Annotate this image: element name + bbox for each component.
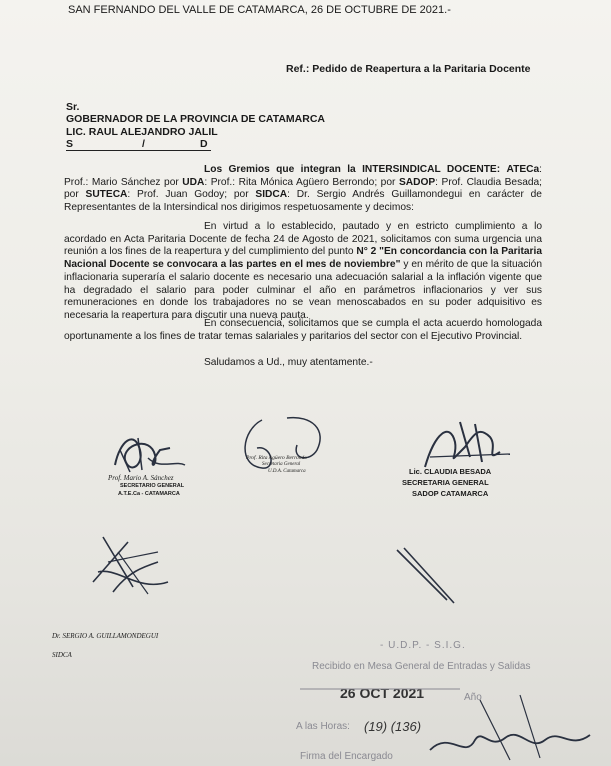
paragraph-consequence bbox=[64, 318, 542, 343]
paragraph-request bbox=[64, 221, 542, 323]
p2-b: N° 2 "En concordancia con la Paritaria Nacional Docente se convocara a las partes en el mes de noviembre" bbox=[64, 246, 542, 271]
p2-c: y en mérito de que la situación inflacionaria superaría el salario docente es necesario una adecuación salarial a la inflación vigente que ha degradado el salario para poder culminar el año en parámetros inflacionarios y ver sus remuneraciones en donde los trabajadores no se vean menoscabados en su poder adquisitivo es necesaria la reapertura para discutir una nueva pauta. bbox=[64, 259, 542, 321]
stamp-time-value: (19) (136) bbox=[364, 719, 422, 734]
p1-h: : Prof. Claudia Besada; por bbox=[64, 176, 543, 201]
stamp-entry: Recibido en Mesa General de Entradas y Salidas bbox=[312, 661, 531, 672]
sidca-name: Dr. SERGIO A. GUILLAMONDEGUI bbox=[52, 632, 159, 640]
p1-g: SADOP bbox=[398, 176, 436, 188]
uda-org: U.D.A. Catamarca bbox=[268, 469, 306, 474]
uda-role: Secretaria General bbox=[262, 462, 301, 467]
sd-d: D bbox=[200, 138, 208, 150]
signature-slash bbox=[392, 545, 462, 610]
reference-line: Ref.: Pedido de Reapertura a la Paritaria Docente bbox=[286, 63, 531, 75]
p1-j: : Prof. Juan Godoy; por bbox=[127, 189, 256, 201]
sd-slash: / bbox=[142, 138, 145, 150]
sadop-name: Lic. CLAUDIA BESADA bbox=[409, 466, 492, 476]
ateca-org: A.T.E.Ca - CATAMARCA bbox=[118, 490, 180, 497]
sd-underline bbox=[66, 150, 211, 151]
p2-a: En virtud a lo establecido, pautado y en estricto cumplimiento a lo acordado en Acta Paritaria Docente de fecha 24 de Agosto de 2021, solicitamos con suma urgencia una reunión a los fines de la reapertura y del cumplimiento del punto bbox=[64, 221, 542, 258]
signature-sidca bbox=[88, 532, 188, 602]
salutation: Sr. bbox=[66, 101, 80, 113]
sidca-org: SIDCA bbox=[52, 651, 72, 659]
sadop-role: SECRETARIA GENERAL bbox=[402, 477, 489, 487]
stamp-date: 26 OCT 2021 bbox=[340, 685, 425, 701]
stamp-time-label: A las Horas: bbox=[296, 721, 350, 732]
p1-a: Los Gremios que integran la bbox=[204, 164, 363, 175]
ateca-role: SECRETARIO GENERAL bbox=[120, 482, 185, 489]
p1-d: : Prof.: Mario Sánchez por bbox=[64, 164, 542, 188]
p1-c: ATECa bbox=[506, 164, 540, 175]
p1-i: SUTECA bbox=[85, 189, 128, 201]
sadop-org: SADOP CATAMARCA bbox=[412, 488, 489, 498]
closing: Saludamos a Ud., muy atentamente.- bbox=[204, 357, 373, 368]
p1-k: SIDCA bbox=[255, 189, 288, 201]
uda-name: Prof. Rita Agüero Berrondo bbox=[246, 454, 308, 461]
p1-b: INTERSINDICAL DOCENTE: bbox=[362, 164, 501, 175]
p1-e: UDA bbox=[182, 176, 205, 188]
p1-l: : Dr. Sergio Andrés Guillamondegui en carácter de Representantes de la Intersindical nos dirigimos respetuosamente y decimos: bbox=[64, 189, 542, 214]
ateca-name: Prof. Mario A. Sánchez bbox=[108, 474, 174, 482]
place-date: SAN FERNANDO DEL VALLE DE CATAMARCA, 26 DE OCTUBRE DE 2021.- bbox=[68, 4, 451, 16]
addressee-title: GOBERNADOR DE LA PROVINCIA DE CATAMARCA bbox=[66, 113, 325, 125]
sd-s: S bbox=[66, 138, 74, 150]
paragraph-intro bbox=[64, 164, 542, 215]
addressee-name: LIC. RAUL ALEJANDRO JALIL bbox=[66, 126, 218, 138]
stamp-sign-label: Firma del Encargado bbox=[300, 751, 393, 762]
stamp-year-label: Año bbox=[464, 692, 482, 703]
stamp-signature bbox=[420, 690, 600, 766]
p3: En consecuencia, solicitamos que se cumpla el acta acuerdo homologada oportunamente a los fines de tratar temas salariales y paritarios del sector con el Ejecutivo Provincial. bbox=[64, 318, 542, 342]
p1-f: : Prof.: Rita Mónica Agüero Berrondo; por bbox=[204, 176, 399, 188]
stamp-top: - U.D.P. - S.I.G. bbox=[380, 640, 466, 651]
